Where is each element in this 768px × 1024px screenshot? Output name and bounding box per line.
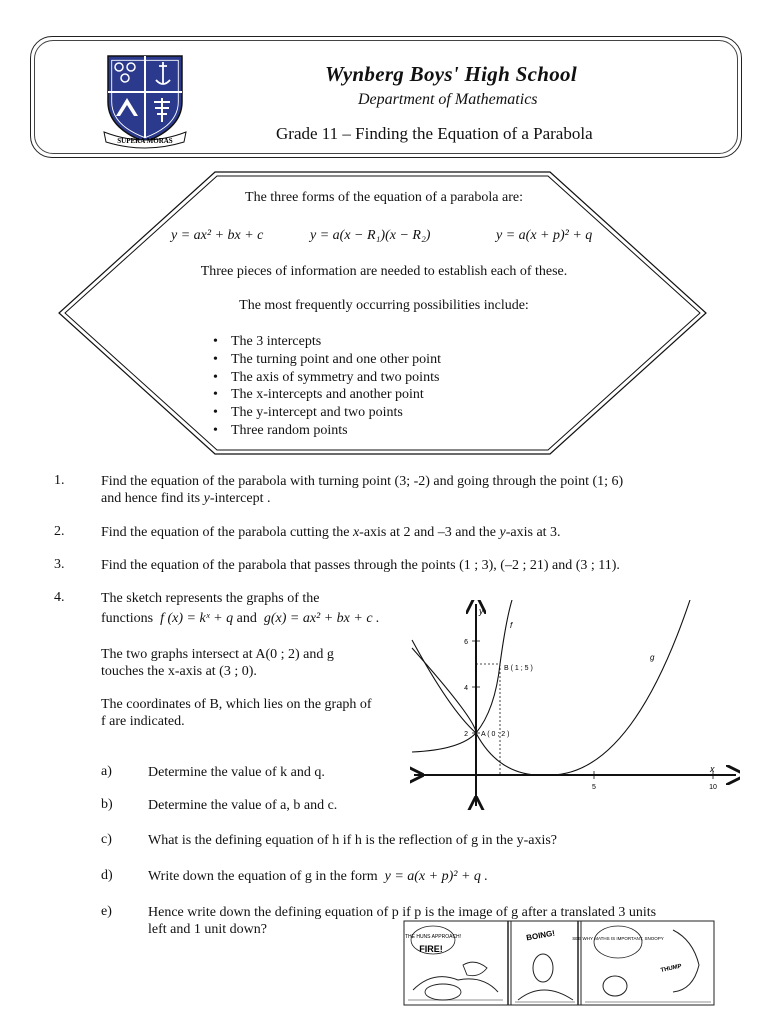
point-a-label: A ( 0 ; 2 ) xyxy=(481,731,510,738)
q4e-text: Hence write down the defining equation of p if p is the image of g after a translated 3 units left and 1 unit down? xyxy=(148,905,657,937)
q1-number: 1. xyxy=(54,473,65,488)
q3-text: Find the equation of the parabola that passes through the points (1 ; 3), (–2 ; 21) and (3 ; 11). xyxy=(101,558,620,573)
worksheet-title: Grade 11 – Finding the Equation of a Parabola xyxy=(276,124,593,143)
f-label: f xyxy=(510,621,513,630)
x-tick-5: 5 xyxy=(592,784,596,791)
q4d-text: Write down the equation of g in the form y = a(x + p)² + q . xyxy=(148,869,488,884)
q4-point-b: The coordinates of B, which lies on the graph of f are indicated. xyxy=(101,697,372,729)
parabola-forms xyxy=(0,228,768,250)
intercept-form: y = a(x − R₁)(x − R₂) xyxy=(310,228,431,243)
curve-g xyxy=(412,600,690,775)
list-item: • The 3 intercepts xyxy=(213,333,441,351)
panel3-sound: THUMP xyxy=(660,963,683,974)
y-tick-4: 4 xyxy=(464,685,468,692)
y-axis-label: y xyxy=(479,606,484,616)
department-name: Department of Mathematics xyxy=(358,91,538,108)
q4c-label: c) xyxy=(101,832,112,847)
list-item: • The axis of symmetry and two points xyxy=(213,369,441,387)
school-name: Wynberg Boys' High School xyxy=(325,62,577,86)
q4a-text: Determine the value of k and q. xyxy=(148,765,325,780)
q4b-label: b) xyxy=(101,797,113,812)
q4-functions: functions f (x) = kˣ + q and g(x) = ax² + bx + c . xyxy=(101,611,380,626)
x-tick-10: 10 xyxy=(709,784,717,791)
info-needed-text: Three pieces of information are needed to establish each of these. xyxy=(200,264,568,279)
point-b-label: B ( 1 ; 5 ) xyxy=(504,665,533,672)
possibilities-list xyxy=(213,333,441,440)
q4b-text: Determine the value of a, b and c. xyxy=(148,798,338,813)
possibilities-heading: The most frequently occurring possibilities include: xyxy=(239,298,529,313)
q4d-label: d) xyxy=(101,868,113,883)
list-item: • The x-intercepts and another point xyxy=(213,386,441,404)
snoopy-comic-strip xyxy=(403,920,715,1006)
vertex-form: y = a(x + p)² + q xyxy=(496,228,593,243)
list-item: • The turning point and one other point xyxy=(213,351,441,369)
y-tick-6: 6 xyxy=(464,639,468,646)
q4-line1: The sketch represents the graphs of the xyxy=(101,591,320,606)
function-graph xyxy=(410,600,740,810)
panel1-shout: FIRE! xyxy=(419,944,443,954)
q1-text xyxy=(101,473,623,507)
x-axis-label: x xyxy=(710,764,715,774)
q1-line2: and hence find its y-intercept . xyxy=(101,491,271,506)
forms-heading: The three forms of the equation of a parabola are: xyxy=(245,190,523,205)
q1-line1: Find the equation of the parabola with turning point (3; -2) and going through the point (1; 6) xyxy=(101,474,624,489)
q4e-label: e) xyxy=(101,904,112,919)
panel2-sound: BOING! xyxy=(525,928,556,943)
curve-f xyxy=(412,600,512,752)
q4c-text: What is the defining equation of h if h is the reflection of g in the y-axis? xyxy=(148,833,557,848)
q4a-label: a) xyxy=(101,764,112,779)
g-label: g xyxy=(650,653,655,662)
svg-text:SUPERA MORAS: SUPERA MORAS xyxy=(117,137,173,145)
q4-intersect: The two graphs intersect at A(0 ; 2) and g touches the x-axis at (3 ; 0). xyxy=(101,647,334,679)
list-item: • The y-intercept and two points xyxy=(213,404,441,422)
q2-number: 2. xyxy=(54,524,65,539)
q2-text: Find the equation of the parabola cutting the x-axis at 2 and –3 and the y-axis at 3. xyxy=(101,525,561,540)
y-tick-2: 2 xyxy=(464,731,468,738)
q4-number: 4. xyxy=(54,590,65,605)
standard-form: y = ax² + bx + c xyxy=(171,228,264,243)
q3-number: 3. xyxy=(54,557,65,572)
panel3-bubble: SEE WHY MATHS IS IMPORTANT, SNOOPY xyxy=(572,936,664,941)
school-crest-icon xyxy=(102,50,188,150)
list-item: • Three random points xyxy=(213,422,441,440)
panel1-bubble: THE HUNS APPROACH! xyxy=(404,934,462,940)
